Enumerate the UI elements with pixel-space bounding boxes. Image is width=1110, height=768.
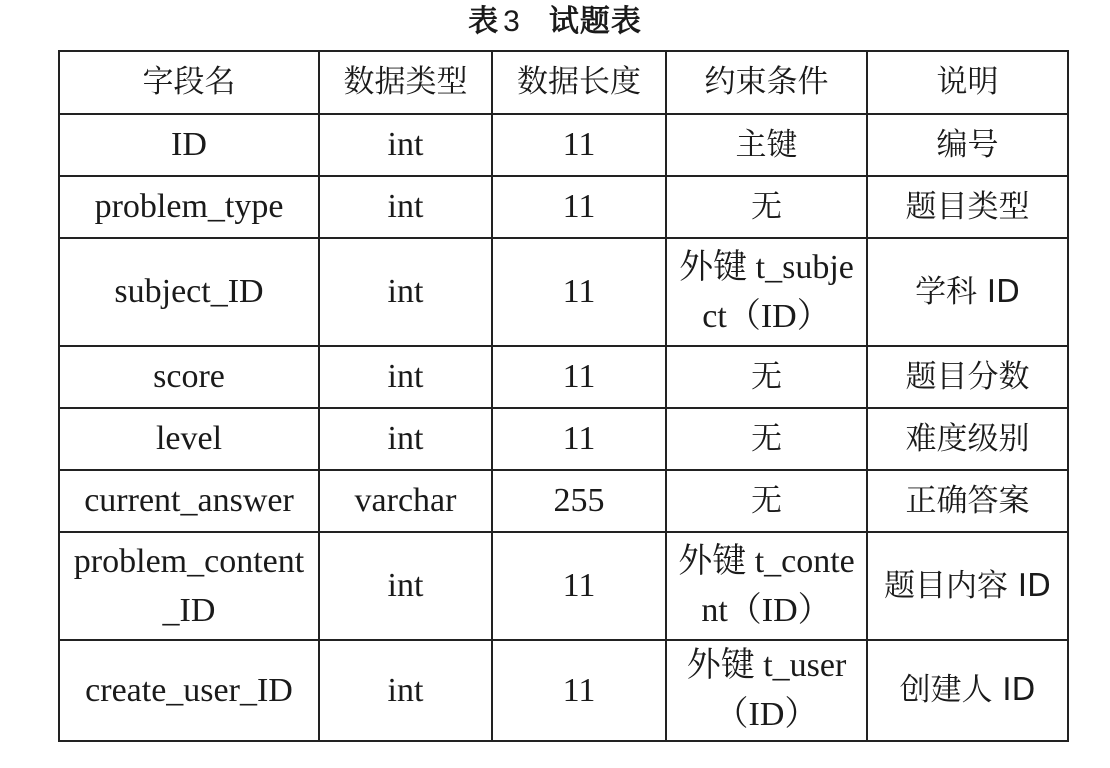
cell-field: score xyxy=(59,346,319,408)
cell-length: 11 xyxy=(492,238,666,346)
cell-constraint: 无 xyxy=(666,346,867,408)
cell-constraint: 无 xyxy=(666,176,867,238)
cell-field: create_user_ID xyxy=(59,640,319,741)
header-constraint: 约束条件 xyxy=(666,51,867,114)
cell-length: 11 xyxy=(492,114,666,176)
cell-note: 题目内容 ID xyxy=(867,532,1068,640)
table-row xyxy=(59,114,1068,176)
header-row xyxy=(59,51,1068,114)
cell-type: varchar xyxy=(319,470,492,532)
cell-type: int xyxy=(319,238,492,346)
caption-number: 3 xyxy=(503,5,521,38)
cell-constraint: 外键 t_content（ID） xyxy=(666,532,867,640)
cell-field: problem_content_ID xyxy=(59,532,319,640)
cell-type: int xyxy=(319,532,492,640)
cell-length: 11 xyxy=(492,532,666,640)
table-row xyxy=(59,346,1068,408)
cell-field: problem_type xyxy=(59,176,319,238)
table-row xyxy=(59,640,1068,741)
header-field-name: 字段名 xyxy=(59,51,319,114)
cell-constraint: 外键 t_subject（ID） xyxy=(666,238,867,346)
cell-type: int xyxy=(319,408,492,470)
table-row xyxy=(59,532,1068,640)
cell-note: 学科 ID xyxy=(867,238,1068,346)
cell-length: 11 xyxy=(492,346,666,408)
cell-type: int xyxy=(319,346,492,408)
cell-constraint: 无 xyxy=(666,470,867,532)
cell-note: 正确答案 xyxy=(867,470,1068,532)
cell-note: 题目类型 xyxy=(867,176,1068,238)
cell-type: int xyxy=(319,640,492,741)
cell-type: int xyxy=(319,176,492,238)
caption-prefix: 表 xyxy=(468,4,500,39)
cell-constraint: 外键 t_user（ID） xyxy=(666,640,867,741)
cell-length: 11 xyxy=(492,408,666,470)
table-row xyxy=(59,176,1068,238)
cell-field: subject_ID xyxy=(59,238,319,346)
cell-constraint: 无 xyxy=(666,408,867,470)
table-row xyxy=(59,470,1068,532)
cell-note: 编号 xyxy=(867,114,1068,176)
header-data-length: 数据长度 xyxy=(492,51,666,114)
header-data-type: 数据类型 xyxy=(319,51,492,114)
cell-type: int xyxy=(319,114,492,176)
header-description: 说明 xyxy=(867,51,1068,114)
field-spec-table xyxy=(58,50,1069,742)
cell-length: 255 xyxy=(492,470,666,532)
table-row xyxy=(59,408,1068,470)
cell-note: 题目分数 xyxy=(867,346,1068,408)
cell-field: level xyxy=(59,408,319,470)
cell-field: current_answer xyxy=(59,470,319,532)
table-caption xyxy=(0,0,1110,46)
table-row xyxy=(59,238,1068,346)
caption-title: 试题表 xyxy=(548,4,642,39)
cell-note: 创建人 ID xyxy=(867,640,1068,741)
cell-length: 11 xyxy=(492,640,666,741)
cell-note: 难度级别 xyxy=(867,408,1068,470)
cell-field: ID xyxy=(59,114,319,176)
cell-constraint: 主键 xyxy=(666,114,867,176)
cell-length: 11 xyxy=(492,176,666,238)
